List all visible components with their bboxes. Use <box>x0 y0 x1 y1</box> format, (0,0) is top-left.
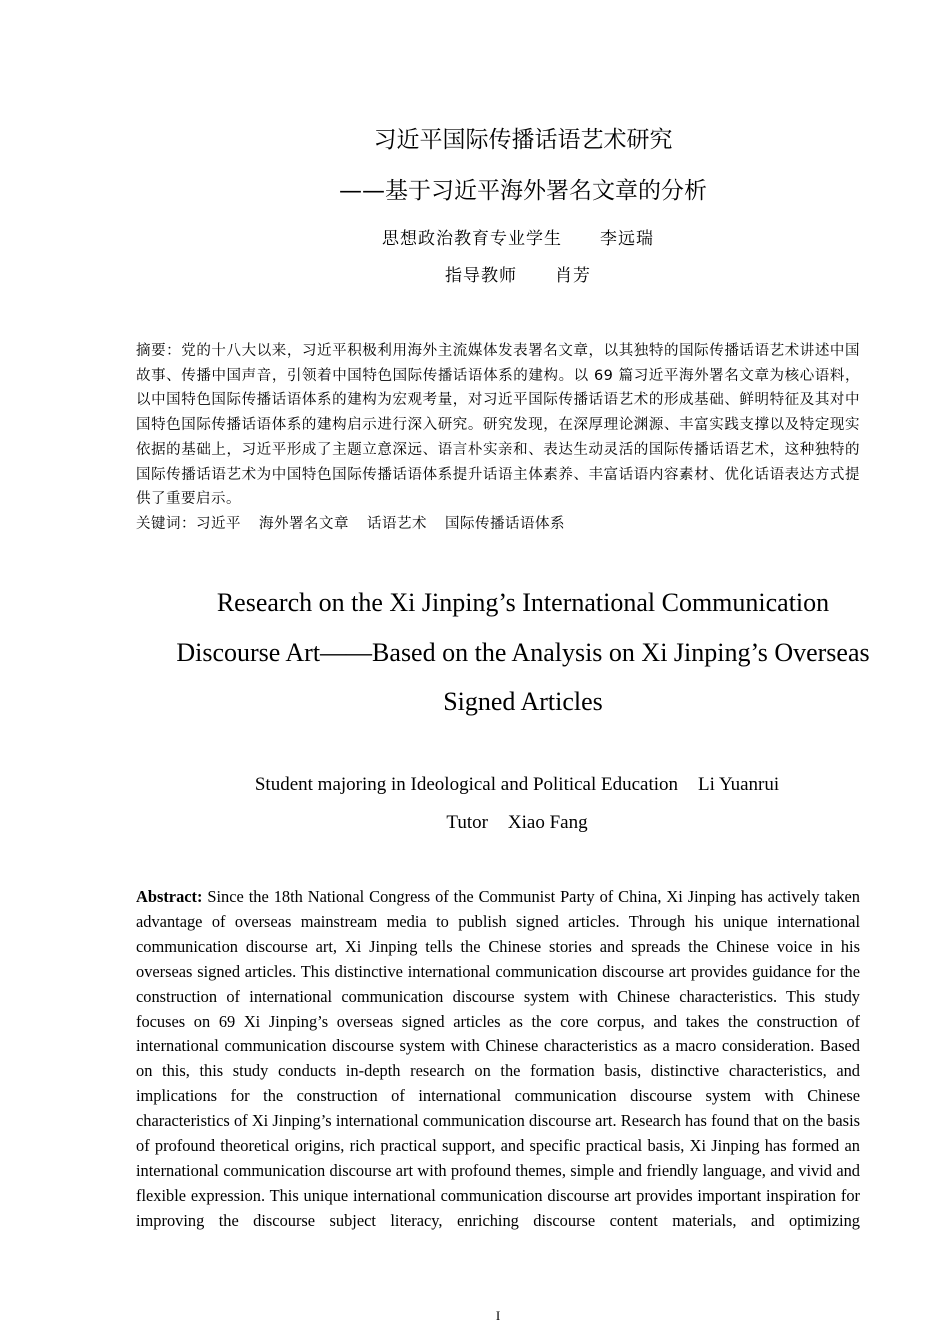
chinese-keywords <box>136 512 860 536</box>
chinese-subtitle: ——基于习近平海外署名文章的分析 <box>339 178 707 204</box>
english-title: Research on the Xi Jinping’s International Communication Discourse Art——Based on the Analysis on Xi Jinping’s Overseas Signed Articles <box>176 588 870 716</box>
english-tutor-label: Tutor <box>446 812 488 833</box>
english-author-name: Li Yuanrui <box>698 774 780 795</box>
keyword: 习近平 <box>196 516 241 532</box>
keyword: 国际传播话语体系 <box>445 516 565 532</box>
chinese-tutor-name: 肖芳 <box>555 266 591 286</box>
english-abstract-label: Abstract: <box>136 887 203 906</box>
english-author-major: Student majoring in Ideological and Political Education <box>254 774 679 795</box>
chinese-author-major: 思想政治教育专业学生 <box>382 229 562 249</box>
chinese-tutor-line <box>0 264 950 288</box>
english-abstract <box>136 885 860 1234</box>
keyword: 话语艺术 <box>367 516 427 532</box>
chinese-abstract <box>136 339 860 512</box>
chinese-author-line <box>0 227 950 251</box>
english-abstract-text: Since the 18th National Congress of the Communist Party of China, Xi Jinping has actively taken advantage of overseas mainstream media to publish signed articles. Through his unique international communication discourse art, Xi Jinping tells the Chinese stories and spreads the Chinese voice in his overseas signed articles. This distinctive international communication discourse art provides guidance for the construction of international communication discourse system with Chinese characteristics. This study focuses on 69 Xi Jinping’s overseas signed articles as the core corpus, and takes the construction of international communication discourse system with Chinese characteristics as a macro consideration. Based on this, this study conducts in-depth research on the formation basis, distinctive characteristics, and implications for the construction of international communication discourse system with Chinese characteristics of Xi Jinping’s international communication discourse art. Research has found that on the basis of profound theoretical origins, rich practical support, and specific practical basis, Xi Jinping has formed an international communication discourse art with profound themes, simple and friendly language, and vivid and flexible expression. This unique international communication discourse art provides important inspiration for improving the discourse subject literacy, enriching discourse content materials, and optimizing <box>136 887 860 1230</box>
chinese-abstract-text: 党的十八大以来，习近平积极利用海外主流媒体发表署名文章，以其独特的国际传播话语艺术讲述中国故事、传播中国声音，引领着中国特色国际传播话语体系的建构。以 69 篇习近平海外署名文章为核心语料，以中国特色国际传播话语体系的建构为宏观考量，对习近平国际传播话语艺术的形成基础、鲜明特征及其对中国特色国际传播话语体系的建构启示进行深入研究。研究发现，在深厚理论渊源、丰富实践支撑以及特定现实依据的基础上，习近平形成了主题立意深远、语言朴实亲和、表达生动灵活的国际传播话语艺术，这种独特的国际传播话语艺术为中国特色国际传播话语体系提升话语主体素养、丰富话语内容素材、优化话语表达方式提供了重要启示。 <box>136 343 861 508</box>
chinese-keywords-label: 关键词： <box>136 516 196 532</box>
chinese-author-name: 李远瑞 <box>600 229 654 249</box>
chinese-title: 习近平国际传播话语艺术研究 <box>373 127 673 153</box>
chinese-abstract-label: 摘要： <box>136 343 182 359</box>
keyword: 海外署名文章 <box>259 516 349 532</box>
english-tutor-name: Xiao Fang <box>507 812 588 833</box>
english-author-line <box>0 772 950 798</box>
page-number: I <box>495 1308 501 1323</box>
chinese-tutor-label: 指导教师 <box>445 266 517 286</box>
english-tutor-line <box>0 810 950 836</box>
